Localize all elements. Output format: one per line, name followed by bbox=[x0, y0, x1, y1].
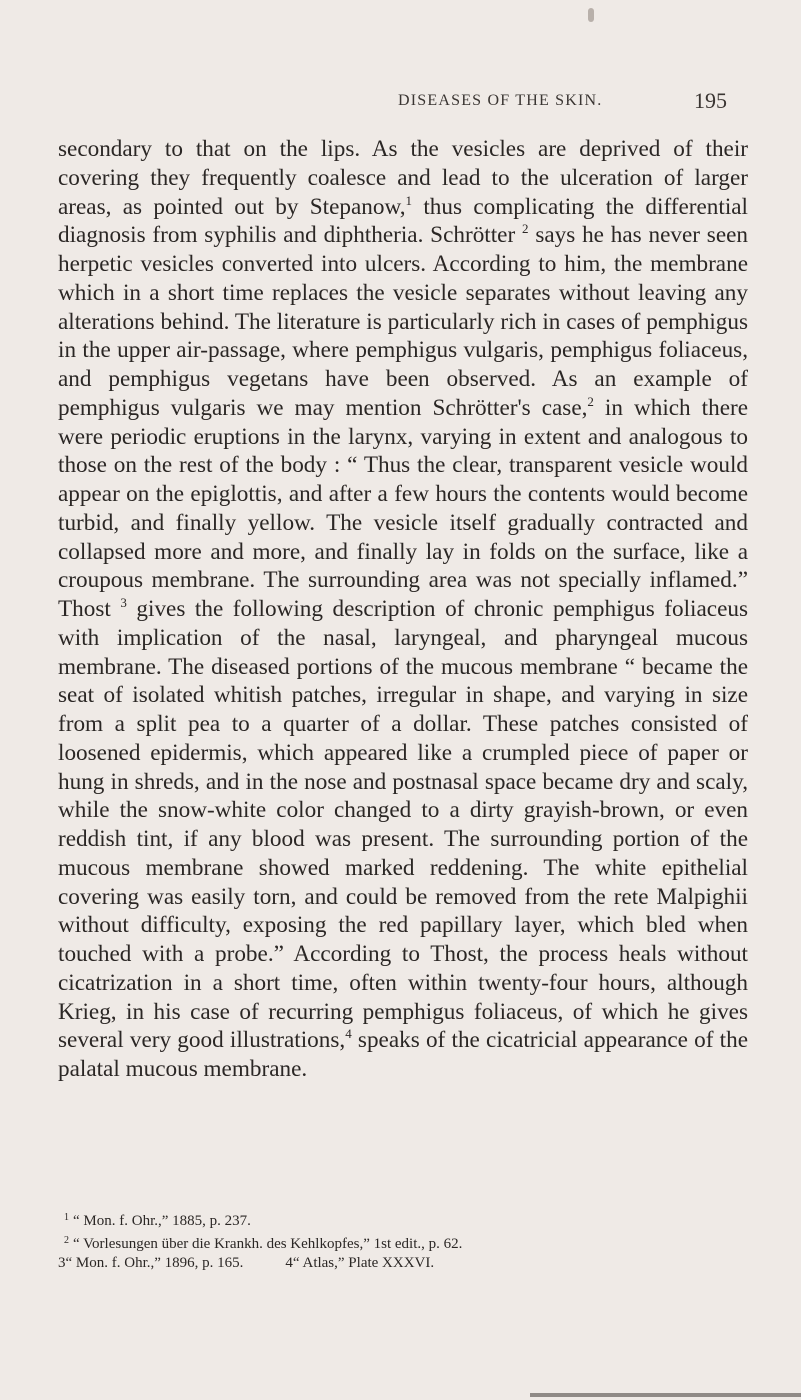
text-segment: in which there were periodic eruptions in the larynx, varying in extent and analogous to those on the rest of the body : “ Thus the clear, transparent vesicle would appear on the epiglottis, and after a few hours the contents would become turbid, and finally yellow. The vesicle itself gradually contracted and collapsed more and more, and finally lay in folds on the surface, like a croupous membrane. The surrounding area was not specially inflamed.” Thost bbox=[58, 394, 748, 622]
footnote-ref: 3 bbox=[120, 595, 127, 610]
footnote-row bbox=[58, 1254, 758, 1273]
footnote-ref: 4 bbox=[345, 1026, 352, 1042]
footnote-ref: 1 bbox=[405, 192, 413, 208]
footnote-1 bbox=[58, 1208, 758, 1231]
footnote-3 bbox=[58, 1255, 243, 1271]
footnote-text: “ Mon. f. Ohr.,” 1896, p. 165. bbox=[65, 1255, 244, 1271]
footnote-2 bbox=[58, 1231, 758, 1254]
text-segment: thus complicating the differential diagnosis from syphilis and diphtheria. Schrötter bbox=[58, 193, 748, 249]
text-segment: gives the following description of chronic pemphigus foliaceus with implication of the nasal, laryngeal, and pharyngeal mucous membrane. The diseased portions of the mucous membrane “ became the seat of isolated whitish patches, irregular in shape, and varying in size from a split pea to a quarter of a dollar. These patches consisted of loosened epidermis, which appeared like a crumpled piece of paper or hung in shreds, and in the nose and postnasal space became dry and scaly, while the snow-white color changed to a dirty grayish-brown, or even reddish tint, if any blood was present. The surrounding portion of the mucous membrane showed marked reddening. The white epithelial covering was easily torn, and could be removed from the rete Malpighii without difficulty, exposing the red papillary layer, which bled when touched with a probe.” According to Thost, the process heals without cicatrization in a short time, often within twenty-four hours, although Krieg, in his case of recurring pemphigus foliaceus, of which he gives several very good illustrations, bbox=[58, 596, 748, 1054]
footnote-ref: 2 bbox=[587, 393, 594, 409]
footnotes bbox=[58, 1208, 758, 1273]
body-paragraph bbox=[58, 135, 748, 1084]
footnote-number: 3 bbox=[58, 1255, 66, 1271]
page-number: 195 bbox=[694, 88, 727, 113]
footnote-4 bbox=[285, 1255, 434, 1271]
text-segment: speaks of the cicatricial appearance of the palatal mucous membrane. bbox=[58, 1027, 749, 1082]
footnote-text: “ Mon. f. Ohr.,” 1885, p. 237. bbox=[73, 1213, 251, 1229]
scan-edge-rule bbox=[530, 1393, 801, 1397]
running-header bbox=[0, 88, 801, 118]
body-text bbox=[58, 135, 748, 1084]
paper-speck bbox=[588, 8, 594, 22]
text-segment: secondary to that on the lips. As the vesicles are deprived of their covering they frequently coalesce and lead to the ulceration of larger areas, as pointed out by Stepanow, bbox=[58, 136, 748, 220]
text-segment: says he has never seen herpetic vesicles converted into ulcers. According to him, the membrane which in a short time replaces the vesicle separates without leaving any alterations behind. The literature is particularly rich in cases of pemphigus in the upper air-passage, where pemphigus vulgaris, pemphigus foliaceus, and pemphigus vegetans have been observed. As an example of pemphigus vulgaris we may mention Schrötter's case, bbox=[58, 222, 748, 421]
footnote-number: 2 bbox=[64, 1235, 69, 1246]
footnote-ref: 2 bbox=[522, 221, 529, 237]
footnote-text: “ Vorlesungen über die Krankh. des Kehlkopfes,” 1st edit., p. 62. bbox=[73, 1236, 463, 1252]
running-title: DISEASES OF THE SKIN. bbox=[398, 92, 603, 109]
footnote-text: “ Atlas,” Plate XXXVI. bbox=[292, 1255, 435, 1271]
footnote-number: 4 bbox=[285, 1255, 293, 1271]
footnote-number: 1 bbox=[64, 1212, 69, 1223]
